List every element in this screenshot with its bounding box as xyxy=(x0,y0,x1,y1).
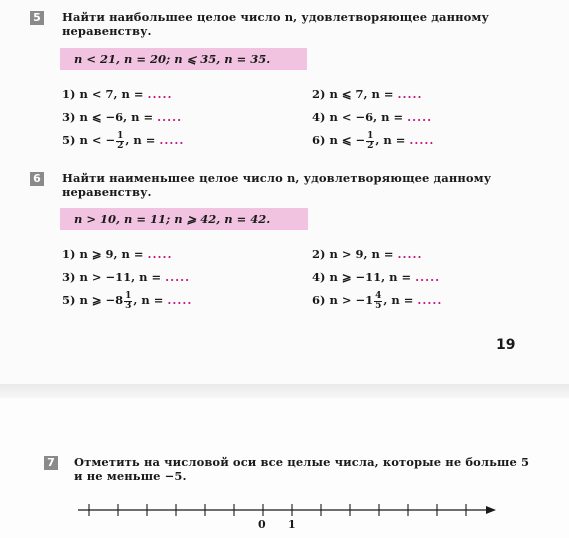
task-6-item-4 xyxy=(312,268,440,286)
fraction xyxy=(116,132,124,151)
task-7-badge: 7 xyxy=(44,456,58,470)
axis-label-one: 1 xyxy=(288,518,296,531)
item-number: 5) xyxy=(62,133,76,147)
item-inequality: n < 7, n = xyxy=(79,87,148,101)
answer-blank[interactable]: ..... xyxy=(407,110,433,124)
task-5-badge: 5 xyxy=(30,11,44,25)
task-5-example: n < 21, n = 20; n ⩽ 35, n = 35. xyxy=(60,48,307,70)
item-inequality: n ⩽ −6, n = xyxy=(79,110,158,124)
task-5-item-2 xyxy=(312,85,423,103)
fraction-denominator: 2 xyxy=(367,140,374,151)
item-inequality: n > −11, n = xyxy=(79,270,166,284)
task-5-text-line1: Найти наибольшее целое число n, удовлетворяющее данному xyxy=(62,10,489,24)
answer-blank[interactable]: ..... xyxy=(397,247,423,261)
task-6-item-3 xyxy=(62,268,190,286)
task-6-text-line2: неравенству. xyxy=(62,185,152,199)
fraction-denominator: 3 xyxy=(125,300,132,311)
fraction xyxy=(124,292,132,311)
item-inequality: n ⩾ −11, n = xyxy=(329,270,416,284)
item-inequality: n ⩽ 7, n = xyxy=(329,87,398,101)
page-number: 19 xyxy=(496,337,516,353)
item-number: 4) xyxy=(312,270,326,284)
task-5-text-line2: неравенству. xyxy=(62,24,152,38)
answer-blank[interactable]: ..... xyxy=(397,87,423,101)
answer-blank[interactable]: ..... xyxy=(157,110,183,124)
number-line xyxy=(78,500,498,520)
fraction-numerator: 1 xyxy=(125,290,132,301)
item-number: 6) xyxy=(312,293,326,307)
task-6-item-1 xyxy=(62,245,173,263)
item-inequality: n > 9, n = xyxy=(329,247,398,261)
fraction-numerator: 4 xyxy=(375,290,382,301)
item-number: 2) xyxy=(312,87,326,101)
fraction xyxy=(366,132,374,151)
task-6-item-5 xyxy=(62,291,192,309)
item-inequality: n ⩾ −8 xyxy=(79,293,124,307)
item-number: 1) xyxy=(62,247,76,261)
item-number: 1) xyxy=(62,87,76,101)
item-inequality: n < −6, n = xyxy=(329,110,408,124)
number-line-arrow xyxy=(486,506,496,514)
task-6-text-line1: Найти наименьшее целое число n, удовлетворяющее данному xyxy=(62,171,492,185)
task-5-item-6 xyxy=(312,131,434,149)
task-7-text-line1: Отметить на числовой оси все целые числа, которые не больше 5 xyxy=(74,455,530,469)
answer-blank[interactable]: ..... xyxy=(147,247,173,261)
answer-blank[interactable]: ..... xyxy=(409,133,435,147)
item-answer-prefix: , n = xyxy=(125,133,160,147)
item-answer-prefix: , n = xyxy=(133,293,168,307)
task-6-example: n > 10, n = 11; n ⩾ 42, n = 42. xyxy=(60,208,308,230)
item-answer-prefix: , n = xyxy=(383,293,418,307)
task-5-item-5 xyxy=(62,131,184,149)
task-5-item-3 xyxy=(62,108,182,126)
task-5-item-4 xyxy=(312,108,432,126)
task-5-item-1 xyxy=(62,85,173,103)
answer-blank[interactable]: ..... xyxy=(159,133,185,147)
answer-blank[interactable]: ..... xyxy=(165,270,191,284)
task-6-badge: 6 xyxy=(30,172,44,186)
answer-blank[interactable]: ..... xyxy=(167,293,193,307)
answer-blank[interactable]: ..... xyxy=(147,87,173,101)
item-number: 3) xyxy=(62,270,76,284)
answer-blank[interactable]: ..... xyxy=(415,270,441,284)
item-inequality: n > −1 xyxy=(329,293,374,307)
answer-blank[interactable]: ..... xyxy=(417,293,443,307)
item-number: 5) xyxy=(62,293,76,307)
item-inequality: n ⩽ − xyxy=(329,133,366,147)
fraction-numerator: 1 xyxy=(367,130,374,141)
item-inequality: n < − xyxy=(79,133,116,147)
task-6-item-6 xyxy=(312,291,442,309)
item-number: 6) xyxy=(312,133,326,147)
item-number: 4) xyxy=(312,110,326,124)
page-gap xyxy=(0,384,569,398)
task-6-item-2 xyxy=(312,245,423,263)
fraction-numerator: 1 xyxy=(117,130,124,141)
item-answer-prefix: , n = xyxy=(375,133,410,147)
fraction-denominator: 2 xyxy=(117,140,124,151)
task-7-text-line2: и не меньше −5. xyxy=(74,469,187,483)
item-number: 3) xyxy=(62,110,76,124)
fraction xyxy=(374,292,382,311)
fraction-denominator: 5 xyxy=(375,300,382,311)
axis-label-zero: 0 xyxy=(258,518,266,531)
item-number: 2) xyxy=(312,247,326,261)
item-inequality: n ⩾ 9, n = xyxy=(79,247,148,261)
